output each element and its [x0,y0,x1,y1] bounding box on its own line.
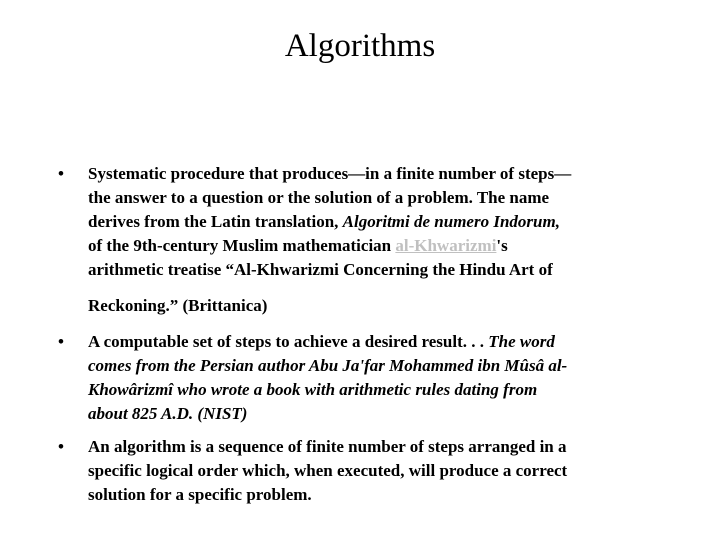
bullet-line: Khowârizmî who wrote a book with arithmetic rules dating from [88,380,538,399]
bullet-line [88,234,670,258]
bullet-line: solution for a specific problem. [88,485,312,504]
bullet-line: Reckoning.” (Brittanica) [88,296,268,315]
bullet-line: arithmetic treatise “Al-Khwarizmi Concerning the Hindu Art of [88,260,553,279]
bullet-text-run: A computable set of steps to achieve a desired result. . . [88,332,489,351]
bullet-dot-icon: • [58,332,64,351]
bullet-line [88,330,670,354]
bullet-line: specific logical order which, when executed, will produce a correct [88,461,568,480]
bullet-text-run: of the 9th-century Muslim mathematician [88,236,396,255]
bullet-line: Systematic procedure that produces—in a finite number of steps— [88,164,572,183]
al-khwarizmi-link[interactable]: al-Khwarizmi [395,236,497,255]
bullet-text-italic: The word [488,332,555,351]
latin-title-italic: Algoritmi de numero Indorum, [342,212,560,231]
bullet-line: An algorithm is a sequence of finite number of steps arranged in a [88,437,567,456]
bullet-line: comes from the Persian author Abu Ja'far Mohammed ibn Mûsâ al- [88,356,568,375]
bullet-text-run: 's [496,236,508,255]
bullet-text-run: derives from the Latin translation, [88,212,343,231]
bullet-text [88,435,670,507]
bullet-line: about 825 A.D. (NIST) [88,404,248,423]
slide-title: Algorithms [284,28,436,64]
bullet-text [88,330,670,426]
bullet-dot-icon: • [58,437,64,456]
bullet-text [88,162,670,318]
bullet-dot-icon: • [58,164,64,183]
bullet-line [88,210,670,234]
bullet-line: the answer to a question or the solution of a problem. The name [88,188,550,207]
